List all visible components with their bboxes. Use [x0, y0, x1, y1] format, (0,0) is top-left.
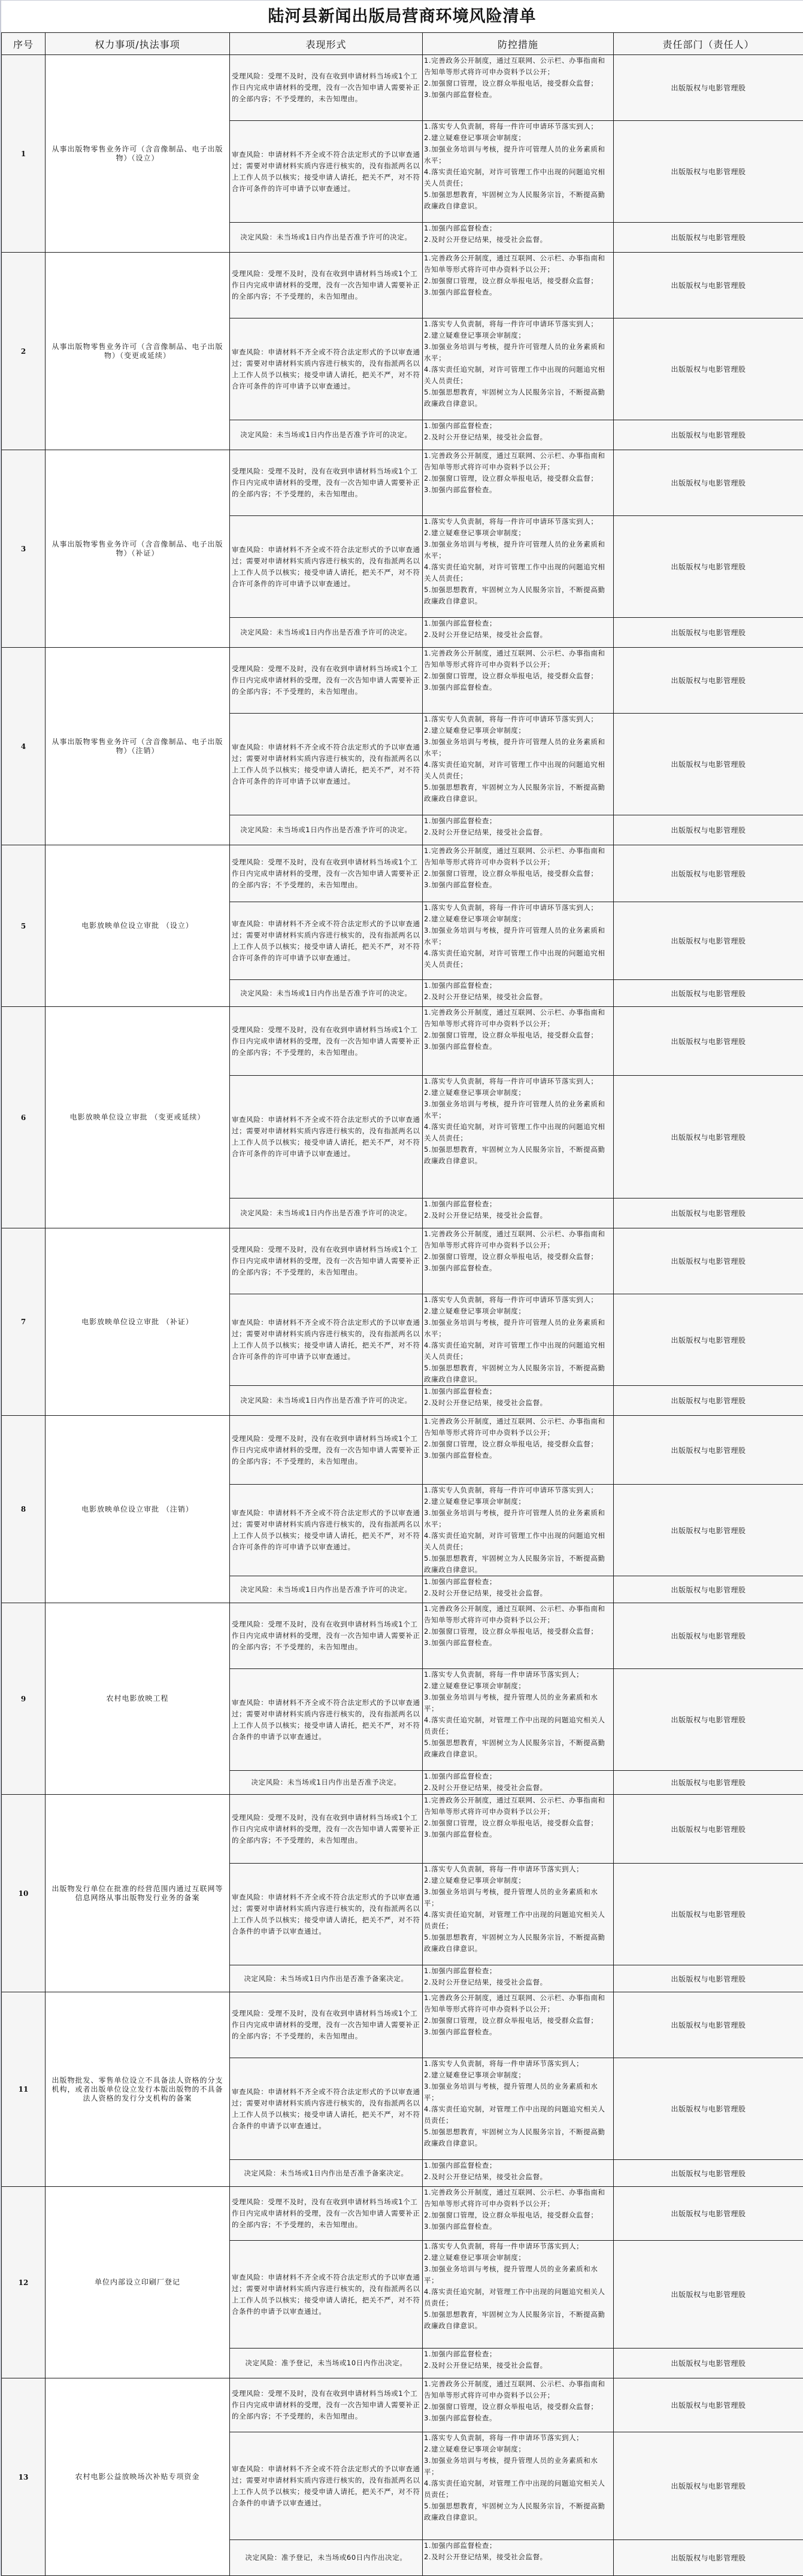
measure-line: 1.加强内部监督检查； — [424, 1771, 612, 1782]
measure-line: 5.加强思想教育，牢固树立为人民服务宗旨，不断提高勤政廉政自律意识。 — [424, 1363, 612, 1385]
measure-line: 3.加强内部监督检查。 — [424, 2413, 612, 2424]
header-form: 表现形式 — [230, 33, 423, 55]
decision-measures — [423, 1386, 614, 1416]
review-measures — [423, 1669, 614, 1771]
measure-line: 2.建立疑难登记事项会审制度； — [424, 1087, 612, 1099]
acceptance-measures — [423, 2187, 614, 2241]
row-item: 单位内部设立印刷厂登记 — [46, 2187, 230, 2378]
decision-risk: 决定风险：准予登记，未当场或10日内作出决定。 — [230, 2349, 423, 2378]
row-seq: 8 — [2, 1416, 46, 1603]
row-seq: 5 — [2, 845, 46, 1007]
acceptance-measures — [423, 1603, 614, 1669]
measure-line: 1.落实专人负责制，将每一件许可申请环节落实到人； — [424, 902, 612, 914]
measure-line: 2.加强窗口管理，设立群众举报电话，接受群众监督； — [424, 2401, 612, 2413]
dept-decision: 出版版权与电影管理股 — [614, 1386, 803, 1416]
dept-acceptance: 出版版权与电影管理股 — [614, 1416, 803, 1485]
measure-line: 2.建立疑难登记事项会审制度； — [424, 914, 612, 925]
decision-risk: 决定风险：未当场或1日内作出是否准予许可的决定。 — [230, 223, 423, 253]
measure-line: 3.加强内部监督检查。 — [424, 287, 612, 298]
acceptance-risk: 受理风险：受理不及时，没有在收到申请材料当场或1个工作日内完成申请材料的受理，没有一次告知申请人需要补正的全部内容；不予受理的，未告知理由。 — [230, 1603, 423, 1669]
measure-line: 3.加强内部监督检查。 — [424, 484, 612, 496]
measure-line: 5.加强思想教育，牢固树立为人民服务宗旨，不断提高勤政廉政自律意识。 — [424, 2309, 612, 2332]
review-measures — [423, 1864, 614, 1965]
acceptance-risk: 受理风险：受理不及时，没有在收到申请材料当场或1个工作日内完成申请材料的受理，没有一次告知申请人需要补正的全部内容；不予受理的，未告知理由。 — [230, 450, 423, 516]
dept-acceptance: 出版版权与电影管理股 — [614, 1992, 803, 2058]
acceptance-measures — [423, 1795, 614, 1864]
measure-line: 3.加强业务培训与考核，提升管理人员的业务素质和水平； — [424, 2081, 612, 2104]
row-seq: 10 — [2, 1795, 46, 1992]
measure-line: 3.加强内部监督检查。 — [424, 89, 612, 101]
dept-acceptance: 出版版权与电影管理股 — [614, 2378, 803, 2432]
measure-line: 2.及时公开登记结果，接受社会监督。 — [424, 827, 612, 838]
measure-line: 1.完善政务公开制度，通过互联网、公示栏、办事指南和告知单等形式将许可申办资料予以公开； — [424, 1416, 612, 1439]
table-body — [2, 55, 803, 2576]
review-risk: 审查风险：申请材料不齐全或不符合法定形式的予以审查通过；需要对申请材料实质内容进行核实的，没有指派两名以上工作人员予以核实；接受申请人请托，把关不严，对不符合许可条件的许可申请予以审查通过。 — [230, 516, 423, 618]
dept-review: 出版版权与电影管理股 — [614, 2432, 803, 2540]
measure-line: 1.完善政务公开制度，通过互联网、公示栏、办事指南和告知单等形式将许可申办资料予以公开； — [424, 253, 612, 275]
measure-line: 3.加强业务培训与考核，提升许可管理人员的业务素质和水平； — [424, 144, 612, 166]
measure-line: 4.落实责任追究制，对许可管理工作中出现的问题追究相关人员责任； — [424, 948, 612, 970]
review-risk: 审查风险：申请材料不齐全或不符合法定形式的予以审查通过；需要对申请材料实质内容进行核实的，没有指派两名以上工作人员予以核实；接受申请人请托，把关不严，对不符合许可条件的许可申请予以审查通过。 — [230, 318, 423, 420]
row-seq: 6 — [2, 1007, 46, 1228]
acceptance-risk: 受理风险：受理不及时，没有在收到申请材料当场或1个工作日内完成申请材料的受理，没有一次告知申请人需要补正的全部内容；不予受理的，未告知理由。 — [230, 648, 423, 714]
table-row — [2, 253, 803, 318]
dept-review: 出版版权与电影管理股 — [614, 714, 803, 815]
measure-line: 4.落实责任追究制，对管理工作中出现的问题追究相关人员责任； — [424, 2104, 612, 2126]
row-seq: 7 — [2, 1228, 46, 1416]
review-risk: 审查风险：申请材料不齐全或不符合法定形式的予以审查通过；需要对申请材料实质内容进行核实的，没有指派两名以上工作人员予以核实；接受申请人请托，把关不严，对不符合许可条件的许可申请予以审查通过。 — [230, 121, 423, 223]
measure-line: 4.落实责任追究制，对许可管理工作中出现的问题追究相关人员责任； — [424, 562, 612, 584]
measure-line: 2.及时公开登记结果，接受社会监督。 — [424, 1397, 612, 1409]
dept-decision: 出版版权与电影管理股 — [614, 815, 803, 845]
measure-line: 2.加强窗口管理，设立群众举报电话，接受群众监督； — [424, 1439, 612, 1450]
measure-line: 3.加强业务培训与考核，提升许可管理人员的业务素质和水平； — [424, 1507, 612, 1530]
decision-measures — [423, 420, 614, 450]
row-item: 农村电影放映工程 — [46, 1603, 230, 1795]
measure-line: 1.落实专人负责制，将每一件许可申请环节落实到人； — [424, 318, 612, 330]
decision-measures — [423, 618, 614, 648]
acceptance-measures — [423, 450, 614, 516]
measure-line: 2.建立疑难登记事项会审制度； — [424, 1680, 612, 1692]
row-item: 电影放映单位设立审批 （注销） — [46, 1416, 230, 1603]
dept-decision: 出版版权与电影管理股 — [614, 980, 803, 1007]
measure-line: 3.加强内部监督检查。 — [424, 1041, 612, 1052]
dept-acceptance: 出版版权与电影管理股 — [614, 845, 803, 902]
decision-risk: 决定风险：未当场或1日内作出是否准予备案决定。 — [230, 1965, 423, 1992]
measure-line: 2.加强窗口管理，设立群众举报电话，接受群众监督； — [424, 2015, 612, 2026]
measure-line: 1.完善政务公开制度，通过互联网、公示栏、办事指南和告知单等形式将许可申办资料予以公开； — [424, 1603, 612, 1626]
measure-line: 2.加强窗口管理，设立群众举报电话，接受群众监督； — [424, 78, 612, 89]
dept-acceptance: 出版版权与电影管理股 — [614, 450, 803, 516]
review-risk: 审查风险：申请材料不齐全或不符合法定形式的予以审查通过；需要对申请材料实质内容进行核实的，没有指派两名以上工作人员予以核实；接受申请人请托，把关不严，对不符合许可条件的许可申请予以审查通过。 — [230, 1294, 423, 1386]
row-seq: 4 — [2, 648, 46, 845]
decision-measures — [423, 2540, 614, 2576]
row-item: 出版物批发、零售单位设立不具备法人资格的分支机构，或者出版单位设立发行本版出版物的不具备法人资格的发行分支机构的备案 — [46, 1992, 230, 2187]
review-risk: 审查风险：申请材料不齐全或不符合法定形式的予以审查通过；需要对申请材料实质内容进行核实的，没有指派两名以上工作人员予以核实；接受申请人请托，把关不严，对不符合条件的申请予以审查通过。 — [230, 2432, 423, 2540]
measure-line: 2.及时公开登记结果，接受社会监督。 — [424, 432, 612, 443]
measure-line: 1.落实专人负责制，将每一件许可申请环节落实到人； — [424, 121, 612, 132]
measure-line: 2.加强窗口管理，设立群众举报电话，接受群众监督； — [424, 1251, 612, 1263]
acceptance-risk: 受理风险：受理不及时，没有在收到申请材料当场或1个工作日内完成申请材料的受理，没有一次告知申请人需要补正的全部内容；不予受理的，未告知理由。 — [230, 1416, 423, 1485]
measure-line: 2.加强窗口管理，设立群众举报电话，接受群众监督； — [424, 670, 612, 682]
measure-line: 2.及时公开登记结果，接受社会监督。 — [424, 234, 612, 245]
measure-line: 1.落实专人负责制，将每一件申请环节落实到人； — [424, 2432, 612, 2444]
measure-line: 1.落实专人负责制，将每一件许可申请环节落实到人； — [424, 714, 612, 725]
table-row — [2, 1007, 803, 1076]
acceptance-measures — [423, 845, 614, 902]
decision-measures — [423, 815, 614, 845]
measure-line: 2.加强窗口管理，设立群众举报电话，接受群众监督； — [424, 1030, 612, 1041]
measure-line: 1.完善政务公开制度，通过互联网、公示栏、办事指南和告知单等形式将许可申办资料予以公开； — [424, 2378, 612, 2401]
measure-line: 4.落实责任追究制，对管理工作中出现的问题追究相关人员责任； — [424, 2286, 612, 2309]
row-seq: 13 — [2, 2378, 46, 2576]
review-measures — [423, 714, 614, 815]
review-measures — [423, 1294, 614, 1386]
measure-line: 1.完善政务公开制度，通过互联网、公示栏、办事指南和告知单等形式将许可申办资料予以公开； — [424, 648, 612, 670]
measure-line: 1.落实专人负责制，将每一件申请环节落实到人； — [424, 1864, 612, 1875]
measure-line: 3.加强业务培训与考核，提升管理人员的业务素质和水平； — [424, 2455, 612, 2478]
dept-decision: 出版版权与电影管理股 — [614, 1576, 803, 1603]
row-seq: 11 — [2, 1992, 46, 2187]
header-seq: 序号 — [2, 33, 46, 55]
acceptance-risk: 受理风险：受理不及时，没有在收到申请材料当场或1个工作日内完成申请材料的受理，没有一次告知申请人需要补正的全部内容；不予受理的，未告知理由。 — [230, 55, 423, 121]
row-seq: 3 — [2, 450, 46, 648]
review-measures — [423, 516, 614, 618]
review-measures — [423, 121, 614, 223]
dept-review: 出版版权与电影管理股 — [614, 1076, 803, 1199]
dept-review: 出版版权与电影管理股 — [614, 2241, 803, 2349]
measure-line: 5.加强思想教育，牢固树立为人民服务宗旨，不断提高勤政廉政自律意识。 — [424, 387, 612, 409]
dept-decision: 出版版权与电影管理股 — [614, 2160, 803, 2187]
acceptance-risk: 受理风险：受理不及时，没有在收到申请材料当场或1个工作日内完成申请材料的受理，没有一次告知申请人需要补正的全部内容；不予受理的，未告知理由。 — [230, 1007, 423, 1076]
decision-measures — [423, 980, 614, 1007]
acceptance-risk: 受理风险：受理不及时，没有在收到申请材料当场或1个工作日内完成申请材料的受理，没有一次告知申请人需要补正的全部内容；不予受理的，未告知理由。 — [230, 1992, 423, 2058]
review-risk: 审查风险：申请材料不齐全或不符合法定形式的予以审查通过；需要对申请材料实质内容进行核实的，没有指派两名以上工作人员予以核实；接受申请人请托，把关不严，对不符合许可条件的许可申请予以审查通过。 — [230, 902, 423, 980]
measure-line: 2.建立疑难登记事项会审制度； — [424, 725, 612, 736]
table-row — [2, 845, 803, 902]
decision-risk: 决定风险：未当场或1日内作出是否准予许可的决定。 — [230, 1386, 423, 1416]
measure-line: 3.加强内部监督检查。 — [424, 682, 612, 693]
measure-line: 5.加强思想教育，牢固树立为人民服务宗旨，不断提高勤政廉政自律意识。 — [424, 1737, 612, 1760]
decision-measures — [423, 1771, 614, 1795]
dept-decision: 出版版权与电影管理股 — [614, 420, 803, 450]
dept-acceptance: 出版版权与电影管理股 — [614, 1228, 803, 1294]
measure-line: 1.加强内部监督检查； — [424, 618, 612, 629]
measure-line: 5.加强思想教育，牢固树立为人民服务宗旨，不断提高勤政廉政自律意识。 — [424, 2501, 612, 2523]
dept-acceptance: 出版版权与电影管理股 — [614, 2187, 803, 2241]
row-item: 从事出版物零售业务许可（含音像制品、电子出版物）（补证） — [46, 450, 230, 648]
measure-line: 3.加强业务培训与考核，提升管理人员的业务素质和水平； — [424, 2264, 612, 2286]
measure-line: 4.落实责任追究制，对许可管理工作中出现的问题追究相关人员责任； — [424, 364, 612, 387]
measure-line: 5.加强思想教育，牢固树立为人民服务宗旨，不断提高勤政廉政自律意识。 — [424, 1932, 612, 1955]
table-row — [2, 450, 803, 516]
table-row — [2, 2187, 803, 2241]
measure-line: 1.加强内部监督检查； — [424, 2160, 612, 2171]
measure-line: 3.加强业务培训与考核，提升许可管理人员的业务素质和水平； — [424, 1099, 612, 1121]
measure-line: 5.加强思想教育，牢固树立为人民服务宗旨，不断提高勤政廉政自律意识。 — [424, 1144, 612, 1167]
measure-line: 1.完善政务公开制度，通过互联网、公示栏、办事指南和告知单等形式将许可申办资料予以公开； — [424, 1795, 612, 1818]
measure-line: 2.建立疑难登记事项会审制度； — [424, 2444, 612, 2455]
review-measures — [423, 1076, 614, 1199]
review-measures — [423, 2241, 614, 2349]
decision-risk: 决定风险：未当场或1日内作出是否准予许可的决定。 — [230, 618, 423, 648]
page-title: 陆河县新闻出版局营商环境风险清单 — [1, 0, 803, 32]
dept-decision: 出版版权与电影管理股 — [614, 1965, 803, 1992]
measure-line: 1.加强内部监督检查； — [424, 2349, 612, 2360]
measure-line: 5.加强思想教育，牢固树立为人民服务宗旨，不断提高勤政廉政自律意识。 — [424, 782, 612, 805]
decision-measures — [423, 2349, 614, 2378]
measure-line: 3.加强内部监督检查。 — [424, 1829, 612, 1840]
decision-risk: 决定风险：未当场或1日内作出是否准予许可的决定。 — [230, 420, 423, 450]
acceptance-measures — [423, 1228, 614, 1294]
measure-line: 2.加强窗口管理，设立群众举报电话，接受群众监督； — [424, 2210, 612, 2221]
dept-acceptance: 出版版权与电影管理股 — [614, 253, 803, 318]
measure-line: 3.加强业务培训与考核，提升许可管理人员的业务素质和水平； — [424, 1317, 612, 1340]
review-risk: 审查风险：申请材料不齐全或不符合法定形式的予以审查通过；需要对申请材料实质内容进行核实的，没有指派两名以上工作人员予以核实；接受申请人请托，把关不严，对不符合条件的申请予以审查通过。 — [230, 2241, 423, 2349]
measure-line: 1.加强内部监督检查； — [424, 980, 612, 991]
decision-risk: 决定风险：未当场或1日内作出是否准予决定。 — [230, 1771, 423, 1795]
dept-decision: 出版版权与电影管理股 — [614, 2349, 803, 2378]
table-row — [2, 1228, 803, 1294]
measure-line: 3.加强内部监督检查。 — [424, 2026, 612, 2038]
measure-line: 1.完善政务公开制度，通过互联网、公示栏、办事指南和告知单等形式将许可申办资料予以公开； — [424, 1992, 612, 2015]
measure-line: 2.及时公开登记结果，接受社会监督。 — [424, 2551, 612, 2563]
measure-line: 2.建立疑难登记事项会审制度； — [424, 2070, 612, 2081]
acceptance-measures — [423, 648, 614, 714]
measure-line: 1.加强内部监督检查； — [424, 420, 612, 432]
measure-line: 2.加强窗口管理，设立群众举报电话，接受群众监督； — [424, 868, 612, 879]
measure-line: 2.建立疑难登记事项会审制度； — [424, 1496, 612, 1507]
measure-line: 1.落实专人负责制，将每一件申请环节落实到人； — [424, 2241, 612, 2252]
measure-line: 4.落实责任追究制，对许可管理工作中出现的问题追究相关人员责任； — [424, 1121, 612, 1144]
measure-line: 2.及时公开登记结果，接受社会监督。 — [424, 991, 612, 1003]
measure-line: 2.建立疑难登记事项会审制度； — [424, 330, 612, 341]
measure-line: 2.及时公开登记结果，接受社会监督。 — [424, 2171, 612, 2183]
row-item: 农村电影公益放映场次补贴专项资金 — [46, 2378, 230, 2576]
row-item: 从事出版物零售业务许可（含音像制品、电子出版物）（变更或延续） — [46, 253, 230, 450]
measure-line: 1.完善政务公开制度，通过互联网、公示栏、办事指南和告知单等形式将许可申办资料予以公开； — [424, 55, 612, 78]
decision-risk: 决定风险：准予登记，未当场或60日内作出决定。 — [230, 2540, 423, 2576]
measure-line: 3.加强业务培训与考核，提升许可管理人员的业务素质和水平； — [424, 341, 612, 364]
table-row — [2, 1992, 803, 2058]
measure-line: 2.及时公开登记结果，接受社会监督。 — [424, 1782, 612, 1794]
measure-line: 4.落实责任追究制，对许可管理工作中出现的问题追究相关人员责任； — [424, 1340, 612, 1363]
header-row — [2, 33, 803, 55]
decision-risk: 决定风险：未当场或1日内作出是否准予许可的决定。 — [230, 815, 423, 845]
measure-line: 1.落实专人负责制，将每一件申请环节落实到人； — [424, 1669, 612, 1680]
review-measures — [423, 318, 614, 420]
row-item: 电影放映单位设立审批 （变更或延续） — [46, 1007, 230, 1228]
dept-review: 出版版权与电影管理股 — [614, 1485, 803, 1576]
review-risk: 审查风险：申请材料不齐全或不符合法定形式的予以审查通过；需要对申请材料实质内容进行核实的，没有指派两名以上工作人员予以核实；接受申请人请托，把关不严，对不符合条件的申请予以审查通过。 — [230, 1669, 423, 1771]
review-measures — [423, 902, 614, 980]
review-measures — [423, 2058, 614, 2160]
measure-line: 1.落实专人负责制，将每一件许可申请环节落实到人； — [424, 516, 612, 527]
measure-line: 2.建立疑难登记事项会审制度； — [424, 527, 612, 539]
dept-acceptance: 出版版权与电影管理股 — [614, 1603, 803, 1669]
dept-acceptance: 出版版权与电影管理股 — [614, 1007, 803, 1076]
acceptance-measures — [423, 55, 614, 121]
acceptance-measures — [423, 253, 614, 318]
dept-review: 出版版权与电影管理股 — [614, 1294, 803, 1386]
dept-review: 出版版权与电影管理股 — [614, 1864, 803, 1965]
decision-risk: 决定风险：未当场或1日内作出是否准予许可的决定。 — [230, 980, 423, 1007]
acceptance-risk: 受理风险：受理不及时，没有在收到申请材料当场或1个工作日内完成申请材料的受理，没有一次告知申请人需要补正的全部内容；不予受理的，未告知理由。 — [230, 253, 423, 318]
table-row — [2, 1416, 803, 1485]
measure-line: 1.完善政务公开制度，通过互联网、公示栏、办事指南和告知单等形式将许可申办资料予以公开； — [424, 1228, 612, 1251]
measure-line: 2.及时公开登记结果，接受社会监督。 — [424, 1210, 612, 1221]
measure-line: 1.落实专人负责制，将每一件许可申请环节落实到人； — [424, 1485, 612, 1496]
measure-line: 4.落实责任追究制，对许可管理工作中出现的问题追究相关人员责任； — [424, 759, 612, 782]
review-risk: 审查风险：申请材料不齐全或不符合法定形式的予以审查通过；需要对申请材料实质内容进行核实的，没有指派两名以上工作人员予以核实；接受申请人请托，把关不严，对不符合条件的申请予以审查通过。 — [230, 1864, 423, 1965]
table-row — [2, 648, 803, 714]
acceptance-risk: 受理风险：受理不及时，没有在收到申请材料当场或1个工作日内完成申请材料的受理，没有一次告知申请人需要补正的全部内容；不予受理的，未告知理由。 — [230, 1795, 423, 1864]
measure-line: 2.建立疑难登记事项会审制度； — [424, 132, 612, 144]
dept-acceptance: 出版版权与电影管理股 — [614, 1795, 803, 1864]
row-seq: 2 — [2, 253, 46, 450]
acceptance-risk: 受理风险：受理不及时，没有在收到申请材料当场或1个工作日内完成申请材料的受理，没有一次告知申请人需要补正的全部内容；不予受理的，未告知理由。 — [230, 845, 423, 902]
row-item: 电影放映单位设立审批 （补证） — [46, 1228, 230, 1416]
measure-line: 2.加强窗口管理，设立群众举报电话，接受群众监督； — [424, 1626, 612, 1637]
measure-line: 3.加强业务培训与考核，提升管理人员的业务素质和水平； — [424, 1692, 612, 1715]
measure-line: 3.加强内部监督检查。 — [424, 1637, 612, 1649]
measure-line: 4.落实责任追究制，对管理工作中出现的问题追究相关人员责任； — [424, 1715, 612, 1737]
review-measures — [423, 1485, 614, 1576]
row-item: 从事出版物零售业务许可（含音像制品、电子出版物）（设立） — [46, 55, 230, 253]
measure-line: 1.加强内部监督检查； — [424, 1199, 612, 1210]
table-row — [2, 1603, 803, 1669]
measure-line: 4.落实责任追究制，对许可管理工作中出现的问题追究相关人员责任； — [424, 166, 612, 189]
measure-line: 1.加强内部监督检查； — [424, 2540, 612, 2551]
dept-acceptance: 出版版权与电影管理股 — [614, 55, 803, 121]
measure-line: 4.落实责任追究制，对管理工作中出现的问题追究相关人员责任； — [424, 2478, 612, 2501]
measure-line: 3.加强业务培训与考核，提升许可管理人员的业务素质和水平； — [424, 539, 612, 562]
decision-risk: 决定风险：未当场或1日内作出是否准予备案决定。 — [230, 2160, 423, 2187]
row-seq: 1 — [2, 55, 46, 253]
measure-line: 3.加强业务培训与考核，提升管理人员的业务素质和水平； — [424, 1886, 612, 1909]
measure-line: 2.及时公开登记结果，接受社会监督。 — [424, 1588, 612, 1599]
measure-line: 1.完善政务公开制度，通过互联网、公示栏、办事指南和告知单等形式将许可申办资料予以公开； — [424, 2187, 612, 2210]
acceptance-measures — [423, 1416, 614, 1485]
acceptance-risk: 受理风险：受理不及时，没有在收到申请材料当场或1个工作日内完成申请材料的受理，没有一次告知申请人需要补正的全部内容；不予受理的，未告知理由。 — [230, 1228, 423, 1294]
dept-review: 出版版权与电影管理股 — [614, 1669, 803, 1771]
decision-risk: 决定风险：未当场或1日内作出是否准予许可的决定。 — [230, 1199, 423, 1228]
measure-line: 1.落实专人负责制，将每一件申请环节落实到人； — [424, 2058, 612, 2070]
decision-risk: 决定风险：未当场或1日内作出是否准予许可的决定。 — [230, 1576, 423, 1603]
header-item: 权力事项/执法事项 — [46, 33, 230, 55]
review-risk: 审查风险：申请材料不齐全或不符合法定形式的予以审查通过；需要对申请材料实质内容进行核实的，没有指派两名以上工作人员予以核实；接受申请人请托，把关不严，对不符合条件的申请予以审查通过。 — [230, 2058, 423, 2160]
dept-review: 出版版权与电影管理股 — [614, 318, 803, 420]
dept-decision: 出版版权与电影管理股 — [614, 618, 803, 648]
review-risk: 审查风险：申请材料不齐全或不符合法定形式的予以审查通过；需要对申请材料实质内容进行核实的，没有指派两名以上工作人员予以核实；接受申请人请托，把关不严，对不符合许可条件的许可申请予以审查通过。 — [230, 1485, 423, 1576]
dept-decision: 出版版权与电影管理股 — [614, 1771, 803, 1795]
measure-line: 2.及时公开登记结果，接受社会监督。 — [424, 2360, 612, 2371]
measure-line: 2.加强窗口管理，设立群众举报电话，接受群众监督； — [424, 1818, 612, 1829]
measure-line: 5.加强思想教育，牢固树立为人民服务宗旨，不断提高勤政廉政自律意识。 — [424, 1553, 612, 1576]
dept-review: 出版版权与电影管理股 — [614, 902, 803, 980]
acceptance-risk: 受理风险：受理不及时，没有在收到申请材料当场或1个工作日内完成申请材料的受理，没有一次告知申请人需要补正的全部内容；不予受理的，未告知理由。 — [230, 2378, 423, 2432]
measure-line: 1.完善政务公开制度，通过互联网、公示栏、办事指南和告知单等形式将许可申办资料予以公开； — [424, 845, 612, 868]
table-row — [2, 55, 803, 121]
header-measures: 防控措施 — [423, 33, 614, 55]
risk-table — [1, 32, 803, 2576]
measure-line: 2.及时公开登记结果，接受社会监督。 — [424, 629, 612, 641]
measure-line: 2.建立疑难登记事项会审制度； — [424, 2252, 612, 2264]
row-item: 从事出版物零售业务许可（含音像制品、电子出版物）（注销） — [46, 648, 230, 845]
measure-line: 2.建立疑难登记事项会审制度； — [424, 1875, 612, 1886]
acceptance-measures — [423, 2378, 614, 2432]
row-seq: 12 — [2, 2187, 46, 2378]
dept-decision: 出版版权与电影管理股 — [614, 223, 803, 253]
measure-line: 1.完善政务公开制度，通过互联网、公示栏、办事指南和告知单等形式将许可申办资料予以公开； — [424, 450, 612, 473]
measure-line: 1.加强内部监督检查； — [424, 815, 612, 827]
table-row — [2, 2378, 803, 2432]
table-row — [2, 1795, 803, 1864]
measure-line: 3.加强内部监督检查。 — [424, 2221, 612, 2232]
measure-line: 2.建立疑难登记事项会审制度； — [424, 1306, 612, 1317]
decision-measures — [423, 1199, 614, 1228]
review-measures — [423, 2432, 614, 2540]
review-risk: 审查风险：申请材料不齐全或不符合法定形式的予以审查通过；需要对申请材料实质内容进行核实的，没有指派两名以上工作人员予以核实；接受申请人请托，把关不严，对不符合许可条件的许可申请予以审查通过。 — [230, 1076, 423, 1199]
header-dept: 责任部门（责任人） — [614, 33, 803, 55]
measure-line: 5.加强思想教育，牢固树立为人民服务宗旨，不断提高勤政廉政自律意识。 — [424, 189, 612, 212]
measure-line: 3.加强业务培训与考核，提升许可管理人员的业务素质和水平； — [424, 736, 612, 759]
dept-review: 出版版权与电影管理股 — [614, 2058, 803, 2160]
measure-line: 1.完善政务公开制度，通过互联网、公示栏、办事指南和告知单等形式将许可申办资料予以公开； — [424, 1007, 612, 1030]
measure-line: 1.加强内部监督检查； — [424, 223, 612, 234]
dept-review: 出版版权与电影管理股 — [614, 516, 803, 618]
measure-line: 3.加强业务培训与考核，提升许可管理人员的业务素质和水平； — [424, 925, 612, 948]
measure-line: 1.加强内部监督检查； — [424, 1576, 612, 1588]
measure-line: 1.落实专人负责制，将每一件许可申请环节落实到人； — [424, 1294, 612, 1306]
measure-line: 2.及时公开登记结果，接受社会监督。 — [424, 1977, 612, 1988]
measure-line: 4.落实责任追究制，对管理工作中出现的问题追究相关人员责任； — [424, 1909, 612, 1932]
measure-line: 4.落实责任追究制，对许可管理工作中出现的问题追究相关人员责任； — [424, 1530, 612, 1553]
measure-line: 3.加强内部监督检查。 — [424, 879, 612, 891]
dept-review: 出版版权与电影管理股 — [614, 121, 803, 223]
measure-line: 5.加强思想教育，牢固树立为人民服务宗旨，不断提高勤政廉政自律意识。 — [424, 2126, 612, 2149]
measure-line: 2.加强窗口管理，设立群众举报电话，接受群众监督； — [424, 275, 612, 287]
measure-line: 1.落实专人负责制，将每一件许可申请环节落实到人； — [424, 1076, 612, 1087]
row-item: 出版物发行单位在批准的经营范围内通过互联网等信息网络从事出版物发行业务的备案 — [46, 1795, 230, 1992]
dept-decision: 出版版权与电影管理股 — [614, 2540, 803, 2576]
row-seq: 9 — [2, 1603, 46, 1795]
decision-measures — [423, 1576, 614, 1603]
decision-measures — [423, 223, 614, 253]
dept-acceptance: 出版版权与电影管理股 — [614, 648, 803, 714]
measure-line: 3.加强内部监督检查。 — [424, 1450, 612, 1461]
decision-measures — [423, 2160, 614, 2187]
measure-line: 1.加强内部监督检查； — [424, 1965, 612, 1977]
measure-line: 5.加强思想教育，牢固树立为人民服务宗旨，不断提高勤政廉政自律意识。 — [424, 584, 612, 607]
measure-line: 2.加强窗口管理，设立群众举报电话，接受群众监督； — [424, 473, 612, 484]
acceptance-measures — [423, 1992, 614, 2058]
acceptance-risk: 受理风险：受理不及时，没有在收到申请材料当场或1个工作日内完成申请材料的受理，没有一次告知申请人需要补正的全部内容；不予受理的，未告知理由。 — [230, 2187, 423, 2241]
measure-line: 3.加强内部监督检查。 — [424, 1263, 612, 1274]
dept-decision: 出版版权与电影管理股 — [614, 1199, 803, 1228]
decision-measures — [423, 1965, 614, 1992]
review-risk: 审查风险：申请材料不齐全或不符合法定形式的予以审查通过；需要对申请材料实质内容进行核实的，没有指派两名以上工作人员予以核实；接受申请人请托，把关不严，对不符合许可条件的许可申请予以审查通过。 — [230, 714, 423, 815]
acceptance-measures — [423, 1007, 614, 1076]
row-item: 电影放映单位设立审批 （设立） — [46, 845, 230, 1007]
measure-line: 1.加强内部监督检查； — [424, 1386, 612, 1397]
